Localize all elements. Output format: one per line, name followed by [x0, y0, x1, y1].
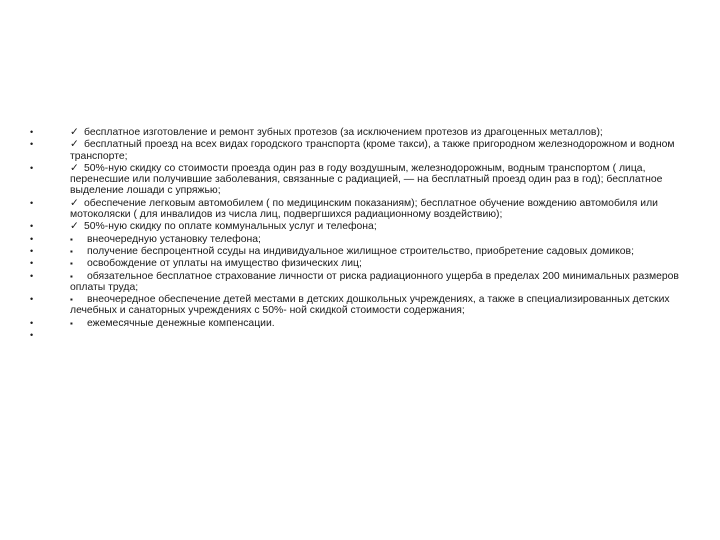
- square-bullet-icon: ▪: [70, 234, 73, 244]
- bullet-icon: •: [30, 139, 34, 150]
- list-item: [28, 139, 700, 162]
- benefits-list: [28, 126, 700, 341]
- checkmark-icon: ✓: [70, 138, 79, 151]
- square-bullet-icon: ▪: [70, 318, 73, 328]
- list-item-text: ежемесячные денежные компенсации.: [87, 317, 275, 329]
- list-item: [28, 198, 700, 221]
- bullet-icon: •: [30, 317, 34, 328]
- square-bullet-icon: ▪: [70, 246, 73, 256]
- square-bullet-icon: ▪: [70, 271, 73, 281]
- list-item: [28, 234, 700, 245]
- list-item-text: бесплатный проезд на всех видах городского транспорта (кроме такси), а также пригородном железнодорожном и водном транспорте;: [70, 139, 675, 162]
- list-item: [28, 271, 700, 294]
- bullet-icon: •: [30, 162, 34, 173]
- bullet-icon: •: [30, 221, 34, 232]
- checkmark-icon: ✓: [70, 196, 79, 209]
- square-bullet-icon: ▪: [70, 295, 73, 305]
- list-item-text: внеочередное обеспечение детей местами в детских дошкольных учреждениях, а также в специализированных детских лечебных и санаторных учреждениях с 50%- ной скидкой стоимости содержания;: [70, 294, 670, 317]
- list-item: [28, 163, 700, 197]
- list-item-text: внеочередную установку телефона;: [87, 233, 261, 245]
- list-item: [28, 294, 700, 317]
- list-item-text: обязательное бесплатное страхование личности от риска радиационного ущерба в пределах 200 минимальных размеров оплаты труда;: [70, 270, 679, 293]
- checkmark-icon: ✓: [70, 126, 79, 138]
- bullet-icon: •: [30, 270, 34, 281]
- checkmark-icon: ✓: [70, 161, 79, 174]
- bullet-icon: •: [30, 294, 34, 305]
- list-item-text: 50%-ную скидку по оплате коммунальных услуг и телефона;: [84, 221, 377, 233]
- list-item: [28, 127, 700, 138]
- bullet-icon: •: [30, 258, 34, 269]
- list-item: [28, 221, 700, 232]
- bullet-icon: •: [30, 197, 34, 208]
- square-bullet-icon: ▪: [70, 259, 73, 269]
- list-item: [28, 258, 700, 269]
- bullet-icon: •: [30, 245, 34, 256]
- list-item-text: бесплатное изготовление и ремонт зубных протезов (за исключением протезов из драгоценных металлов);: [84, 127, 603, 138]
- list-item-text: получение беспроцентной ссуды на индивидуальное жилищное строительство, приобретение садовых домиков;: [87, 245, 634, 257]
- bullet-icon: •: [30, 233, 34, 244]
- list-item-text: обеспечение легковым автомобилем ( по медицинским показаниям); бесплатное обучение вождению автомобиля или мотоколяски ( для инвалидов из числа лиц, подвергшихся радиационному воздействию);: [70, 197, 658, 221]
- list-item-text: 50%-ную скидку со стоимости проезда один раз в году воздушным, железнодорожным, водным транспортом ( лица, перенесшие или получившие заболевания, связанные с радиацией, — на бесплатный проезд один раз в год); бесплатное выделение лошади с упряжью;: [70, 162, 663, 197]
- checkmark-icon: ✓: [70, 220, 79, 233]
- list-item: [28, 318, 700, 329]
- list-item-text: освобождение от уплаты на имущество физических лиц;: [87, 258, 362, 270]
- bullet-icon: •: [30, 127, 34, 137]
- bullet-icon: •: [30, 330, 34, 341]
- list-item: [28, 246, 700, 257]
